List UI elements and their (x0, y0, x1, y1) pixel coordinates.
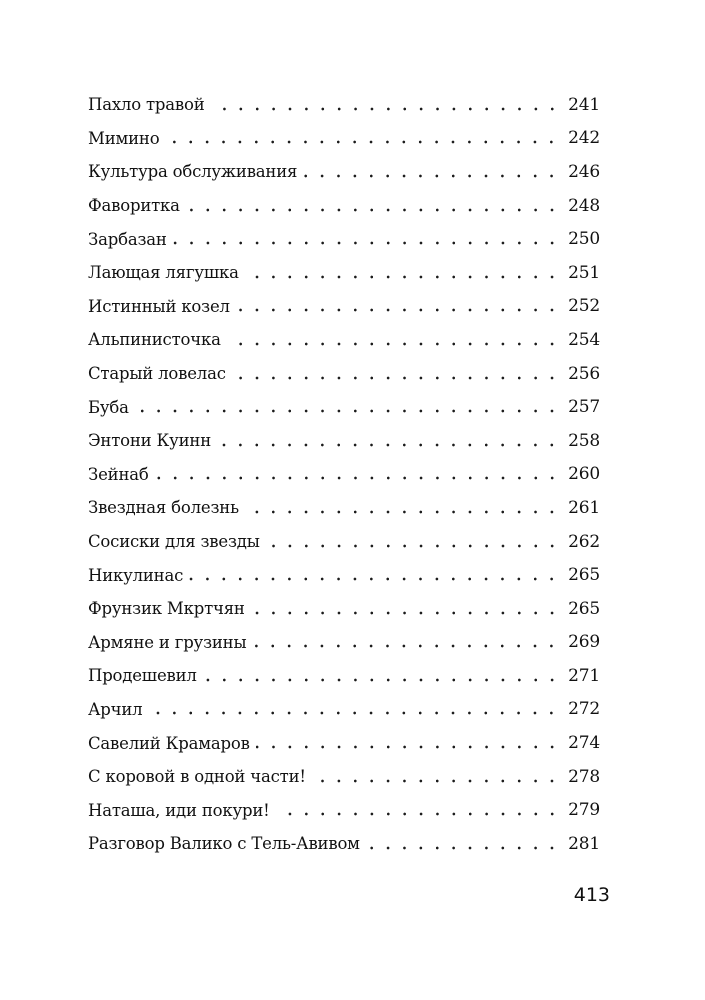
toc-entry-title: Савелий Крамаров (88, 734, 256, 753)
toc-entry-title: Культура обслуживания (88, 162, 303, 181)
toc-entry (88, 827, 600, 861)
toc-entry-page: 250 (568, 229, 600, 250)
toc-entry-title: Старый ловелас (88, 364, 232, 383)
page-number: 413 (573, 884, 610, 906)
toc-entry-page: 241 (568, 94, 600, 115)
toc-leader-dots (252, 644, 560, 648)
toc-leader-dots (256, 745, 560, 749)
toc-entry-page: 269 (568, 632, 600, 653)
toc-entry-title: Энтони Куинн (88, 431, 217, 450)
toc-entry-page: 265 (568, 598, 600, 619)
toc-entry-title: Продешевил (88, 666, 203, 685)
toc-entry-title: Фрунзик Мкртчян (88, 599, 251, 618)
toc-entry (88, 491, 600, 525)
toc-entry-page: 278 (568, 766, 600, 787)
toc-entry (88, 592, 600, 626)
toc-leader-dots (203, 678, 560, 682)
toc-leader-dots (245, 275, 560, 279)
toc-entry-page: 248 (568, 195, 600, 216)
toc-leader-dots (217, 443, 560, 447)
toc-entry-title: Пахло травой (88, 95, 211, 114)
toc-leader-dots (155, 476, 560, 480)
toc-entry (88, 155, 600, 189)
toc-entry-page: 262 (568, 531, 600, 552)
toc-entry (88, 558, 600, 592)
toc-entry-page: 254 (568, 329, 600, 350)
toc-entry (88, 693, 600, 727)
toc-entry-title: С коровой в одной части! (88, 767, 312, 786)
toc-entry-page: 271 (568, 665, 600, 686)
toc-entry (88, 256, 600, 290)
toc-leader-dots (251, 611, 560, 615)
toc-entry-page: 279 (568, 800, 600, 821)
toc-leader-dots (227, 342, 560, 346)
toc-entry (88, 525, 600, 559)
toc-entry (88, 424, 600, 458)
toc-entry-page: 258 (568, 430, 600, 451)
toc-entry (88, 290, 600, 324)
toc-leader-dots (312, 779, 560, 783)
toc-entry (88, 323, 600, 357)
toc-entry-page: 257 (568, 397, 600, 418)
toc-entry-page: 242 (568, 128, 600, 149)
toc-entry (88, 760, 600, 794)
toc-entry-title: Буба (88, 398, 135, 417)
toc-entry (88, 122, 600, 156)
toc-entry-title: Зарбазан (88, 230, 173, 249)
toc-entry-title: Альпинисточка (88, 330, 227, 349)
toc-leader-dots (165, 140, 560, 144)
toc-entry-title: Истинный козел (88, 297, 236, 316)
toc-entry-title: Лающая лягушка (88, 263, 245, 282)
toc-entry-page: 272 (568, 699, 600, 720)
toc-entry-title: Наташа, иди покури! (88, 801, 276, 820)
table-of-contents (88, 88, 600, 861)
toc-entry-page: 281 (568, 833, 600, 854)
toc-entry (88, 357, 600, 391)
toc-entry (88, 793, 600, 827)
toc-entry-title: Армяне и грузины (88, 633, 252, 652)
toc-entry-page: 252 (568, 296, 600, 317)
toc-entry-page: 265 (568, 565, 600, 586)
toc-entry (88, 726, 600, 760)
toc-leader-dots (148, 711, 560, 715)
toc-entry (88, 659, 600, 693)
toc-leader-dots (266, 544, 560, 548)
toc-leader-dots (135, 409, 560, 413)
toc-leader-dots (173, 241, 560, 245)
toc-entry-page: 246 (568, 161, 600, 182)
toc-entry (88, 88, 600, 122)
toc-leader-dots (366, 846, 560, 850)
toc-entry-title: Арчил (88, 700, 148, 719)
toc-leader-dots (245, 510, 560, 514)
toc-entry-page: 251 (568, 262, 600, 283)
toc-entry-title: Разговор Валико с Тель-Авивом (88, 834, 366, 853)
toc-entry-title: Зейнаб (88, 465, 155, 484)
toc-entry-title: Фаворитка (88, 196, 186, 215)
toc-leader-dots (211, 107, 560, 111)
toc-entry (88, 458, 600, 492)
toc-leader-dots (189, 577, 560, 581)
toc-entry-page: 274 (568, 733, 600, 754)
toc-entry-title: Никулинас (88, 566, 189, 585)
toc-entry (88, 189, 600, 223)
toc-entry (88, 626, 600, 660)
toc-leader-dots (186, 208, 560, 212)
toc-leader-dots (303, 174, 560, 178)
toc-leader-dots (236, 308, 560, 312)
toc-entry-title: Звездная болезнь (88, 498, 245, 517)
toc-entry-title: Мимино (88, 129, 165, 148)
toc-leader-dots (276, 812, 560, 816)
toc-entry-title: Сосиски для звезды (88, 532, 266, 551)
toc-entry (88, 390, 600, 424)
toc-entry-page: 260 (568, 464, 600, 485)
toc-entry (88, 222, 600, 256)
toc-leader-dots (232, 376, 560, 380)
toc-entry-page: 261 (568, 497, 600, 518)
toc-entry-page: 256 (568, 363, 600, 384)
